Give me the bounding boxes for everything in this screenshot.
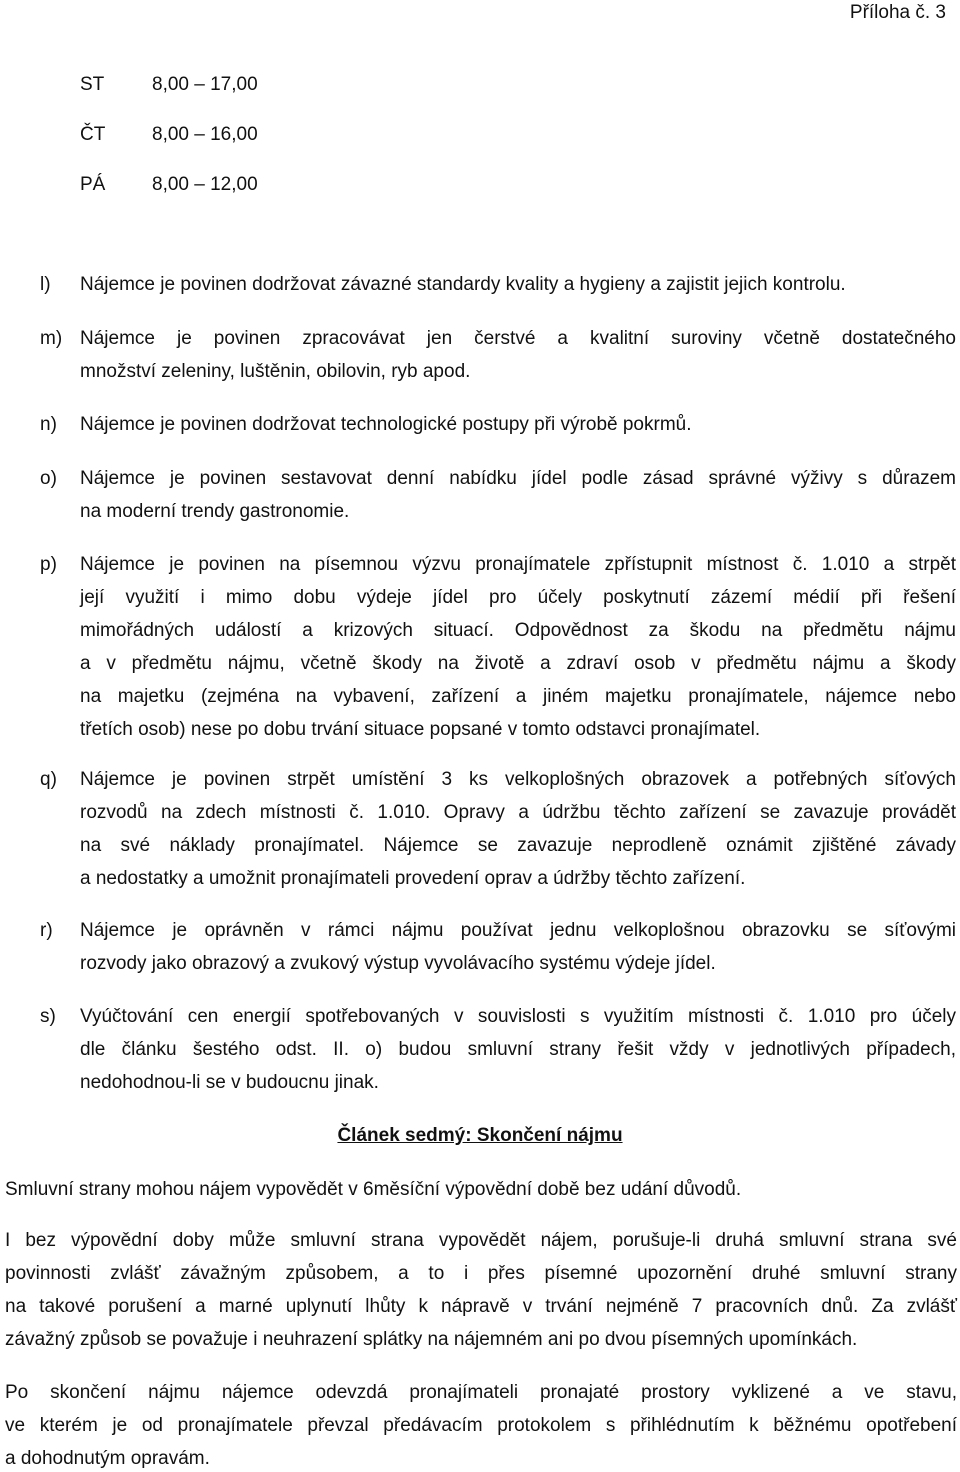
item-letter: p) xyxy=(40,554,57,575)
schedule-day: PÁ xyxy=(80,174,106,195)
article-heading: Článek sedmý: Skončení nájmu xyxy=(337,1125,623,1146)
text-line: závažný způsob se považuje i neuhrazení splátky na nájemném ani po dvou písemných upomínkách. xyxy=(5,1329,858,1350)
item-letter: s) xyxy=(40,1006,56,1027)
text-line: ve kterém je od pronajímatele převzal předávacím protokolem s přihlédnutím k běžnému opotřebení xyxy=(5,1415,957,1436)
text-line: Vyúčtování cen energií spotřebovaných v souvislosti s využitím místnosti č. 1.010 pro účely xyxy=(80,1006,956,1027)
item-letter: q) xyxy=(40,769,57,790)
item-letter: l) xyxy=(40,274,51,295)
text-line: mimořádných událostí a krizových situací. Odpovědnost za škodu na předmětu nájmu xyxy=(80,620,956,641)
item-letter: o) xyxy=(40,468,57,489)
annex-label: Příloha č. 3 xyxy=(849,2,946,23)
text-line: rozvodů na zdech místnosti č. 1.010. Opravy a údržbu těchto zařízení se zavazuje provádět xyxy=(80,802,956,823)
text-line: na majetku (zejména na vybavení, zařízení a jiném majetku pronajímatele, nájemce nebo xyxy=(80,686,956,707)
text-line: Nájemce je povinen sestavovat denní nabídku jídel podle zásad správné výživy s důrazem xyxy=(80,468,956,489)
schedule-hours: 8,00 – 12,00 xyxy=(152,174,258,195)
item-letter: r) xyxy=(40,920,53,941)
text-line: rozvody jako obrazový a zvukový výstup vyvolávacího systému výdeje jídel. xyxy=(80,953,716,974)
text-line: na takové porušení a marné uplynutí lhůty k nápravě v trvání nejméně 7 pracovních dnů. Za zvlášť xyxy=(5,1296,957,1317)
text-line: I bez výpovědní doby může smluvní strana vypovědět nájem, porušuje-li druhá smluvní strana své xyxy=(5,1230,957,1251)
text-line: Nájemce je povinen dodržovat závazné standardy kvality a hygieny a zajistit jejich kontrolu. xyxy=(80,274,846,295)
text-line: Nájemce je oprávněn v rámci nájmu používat jednu velkoplošnou obrazovku se síťovými xyxy=(80,920,956,941)
text-line: Nájemce je povinen na písemnou výzvu pronajímatele zpřístupnit místnost č. 1.010 a strpět xyxy=(80,554,956,575)
text-line: Nájemce je povinen strpět umístění 3 ks velkoplošných obrazovek a potřebných síťových xyxy=(80,769,956,790)
text-line: množství zeleniny, luštěnin, obilovin, ryb apod. xyxy=(80,361,471,382)
text-line: na své náklady pronajímatel. Nájemce se zavazuje neprodleně oznámit zjištěné závady xyxy=(80,835,956,856)
item-letter: n) xyxy=(40,414,57,435)
text-line: Po skončení nájmu nájemce odevzdá pronajímateli pronajaté prostory vyklizené a ve stavu, xyxy=(5,1382,957,1403)
schedule-hours: 8,00 – 17,00 xyxy=(152,74,258,95)
text-line: a v předmětu nájmu, včetně škody na životě a zdraví osob v předmětu nájmu a škody xyxy=(80,653,956,674)
schedule-day: ST xyxy=(80,74,105,95)
text-line: Smluvní strany mohou nájem vypovědět v 6měsíční výpovědní době bez udání důvodů. xyxy=(5,1179,742,1200)
text-line: dle článku šestého odst. II. o) budou smluvní strany řešit vždy v jednotlivých případech, xyxy=(80,1039,956,1060)
text-line: Nájemce je povinen dodržovat technologické postupy při výrobě pokrmů. xyxy=(80,414,692,435)
item-letter: m) xyxy=(40,328,63,349)
schedule-day: ČT xyxy=(80,124,106,145)
text-line: na moderní trendy gastronomie. xyxy=(80,501,350,522)
text-line: povinnosti zvlášť závažným způsobem, a to i přes písemné upozornění druhé smluvní strany xyxy=(5,1263,957,1284)
text-line: nedohodnou-li se v budoucnu jinak. xyxy=(80,1072,379,1093)
text-line: Nájemce je povinen zpracovávat jen čerstvé a kvalitní suroviny včetně dostatečného xyxy=(80,328,956,349)
text-line: třetích osob) nese po dobu trvání situace popsané v tomto odstavci pronajímatel. xyxy=(80,719,761,740)
text-line: její využití i mimo dobu výdeje jídel pro účely poskytnutí zázemí médií při řešení xyxy=(80,587,956,608)
text-line: a nedostatky a umožnit pronajímateli provedení oprav a údržby těchto zařízení. xyxy=(80,868,746,889)
schedule-hours: 8,00 – 16,00 xyxy=(152,124,258,145)
text-line: a dohodnutým opravám. xyxy=(5,1448,210,1469)
